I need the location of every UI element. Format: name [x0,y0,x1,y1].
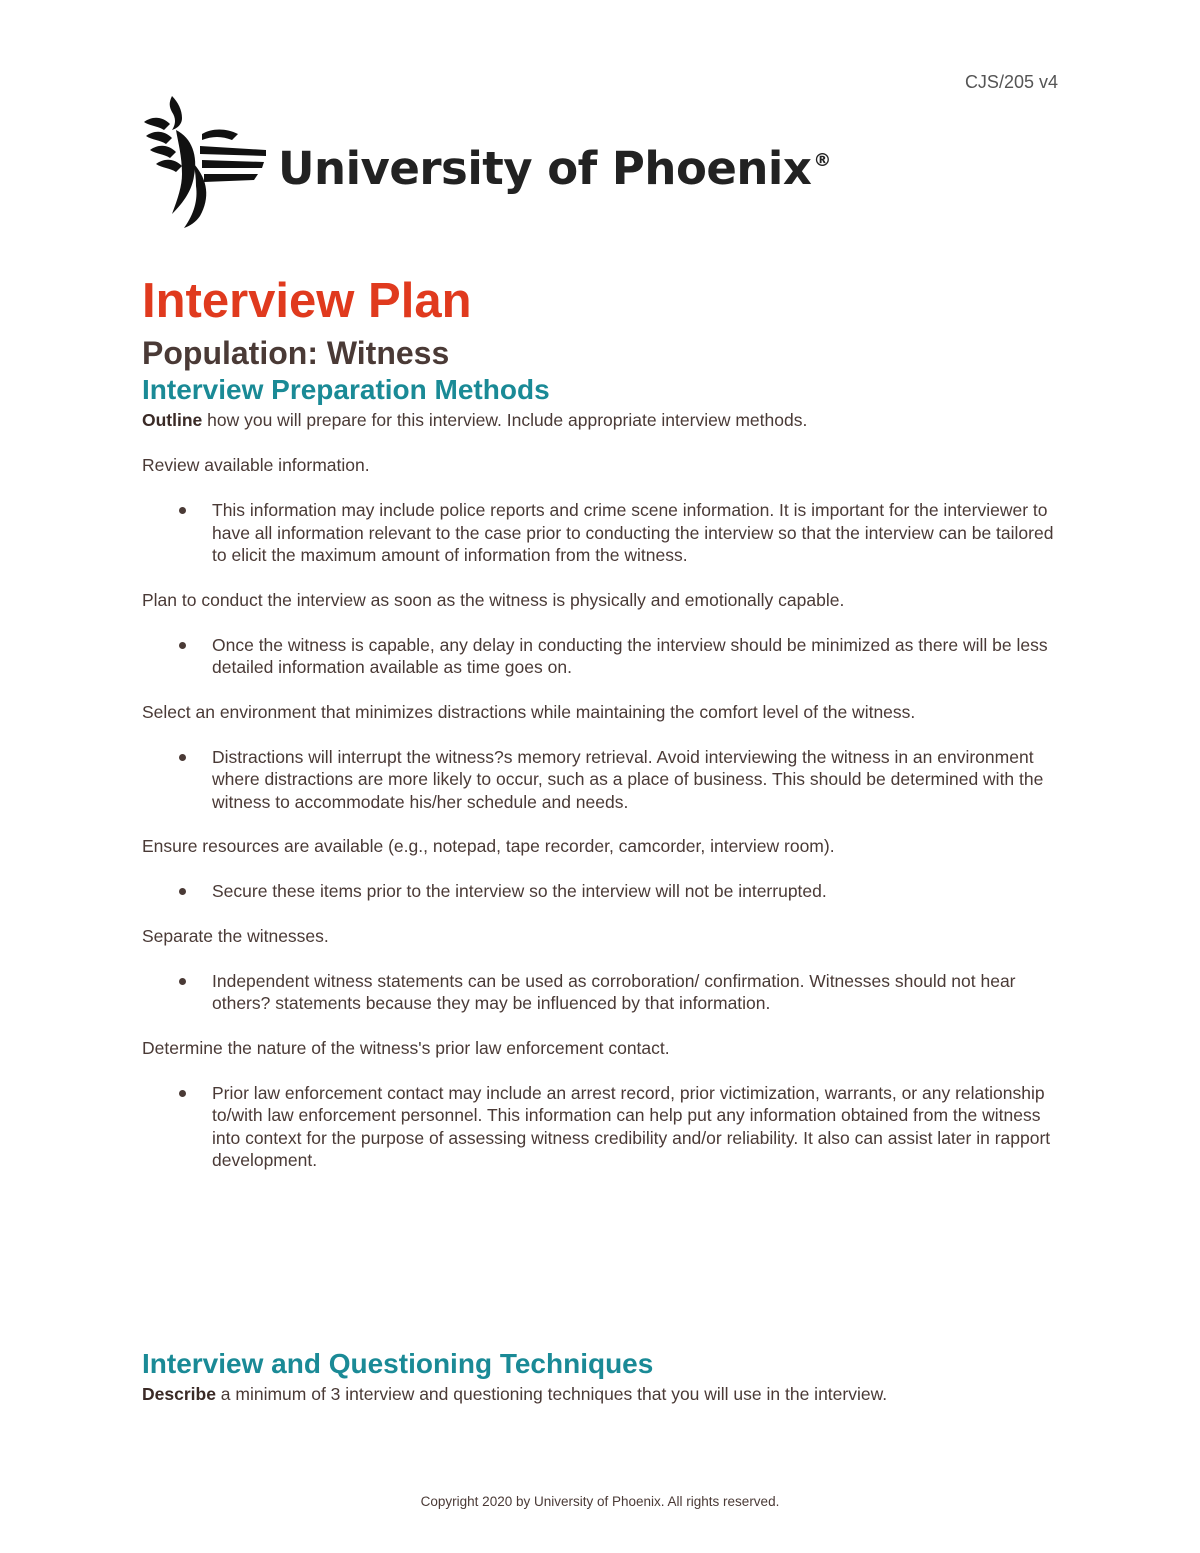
method-paragraph: Separate the witnesses. [142,925,329,946]
copyright-footer: Copyright 2020 by University of Phoenix. All rights reserved. [420,1494,780,1509]
questioning-techniques-section [142,1346,1057,1406]
section-heading-preparation: Interview Preparation Methods [142,374,550,405]
instruction-text: a minimum of 3 interview and questioning techniques that you will use in the interview. [215,1384,888,1404]
method-bullet-list [142,1082,1057,1172]
page-subtitle: Population: Witness [142,335,450,371]
method-bullet: This information may include police reports and crime scene information. It is important for the interviewer to have all information relevant to the case prior to conducting the interview so that the interview can be tailored to elicit the maximum amount of information from the witness. [212,499,1057,567]
section-heading-techniques: Interview and Questioning Techniques [142,1348,654,1379]
instruction-text: how you will prepare for this interview. Include appropriate interview methods. [202,410,808,430]
section-instruction [142,408,1057,432]
method-bullet: Once the witness is capable, any delay in conducting the interview should be minimized as there will be less detailed information available as time goes on. [212,634,1057,679]
section-instruction [142,1382,1057,1406]
method-bullet-list [142,880,1057,903]
registered-mark: ® [813,149,831,171]
method-bullet-list [142,746,1057,814]
instruction-keyword: Outline [142,410,203,430]
method-bullet-list [142,499,1057,567]
document-body [142,272,1057,1172]
instruction-keyword: Describe [142,1384,216,1404]
method-paragraph: Select an environment that minimizes distractions while maintaining the comfort level of the witness. [142,701,916,722]
logo-wordmark: University of Phoenix ® [278,141,831,195]
phoenix-bird-icon [142,94,270,230]
method-paragraph: Ensure resources are available (e.g., notepad, tape recorder, camcorder, interview room). [142,836,835,856]
method-bullet: Prior law enforcement contact may include an arrest record, prior victimization, warrants, or any relationship to/with law enforcement personnel. This information can help put any information obtained from the witness into context for the purpose of assessing witness credibility and/or reliability. It also can assist later in rapport development. [212,1082,1057,1172]
method-paragraph: Determine the nature of the witness's prior law enforcement contact. [142,1037,670,1058]
method-bullet: Independent witness statements can be used as corroboration/ confirmation. Witnesses should not hear others? statements because they may be influenced by that information. [212,970,1057,1015]
university-logo [142,94,831,230]
method-paragraph: Review available information. [142,455,370,475]
method-bullet: Distractions will interrupt the witness?s memory retrieval. Avoid interviewing the witness in an environment where distractions are more likely to occur, such as a place of business. This should be determined with the witness to accommodate his/her schedule and needs. [212,746,1057,814]
page-title: Interview Plan [142,274,472,328]
method-bullet: Secure these items prior to the interview so the interview will not be interrupted. [212,880,1057,903]
method-bullet-list [142,634,1057,679]
method-paragraph: Plan to conduct the interview as soon as the witness is physically and emotionally capable. [142,589,845,610]
course-code: CJS/205 v4 [964,72,1058,92]
method-bullet-list [142,970,1057,1015]
